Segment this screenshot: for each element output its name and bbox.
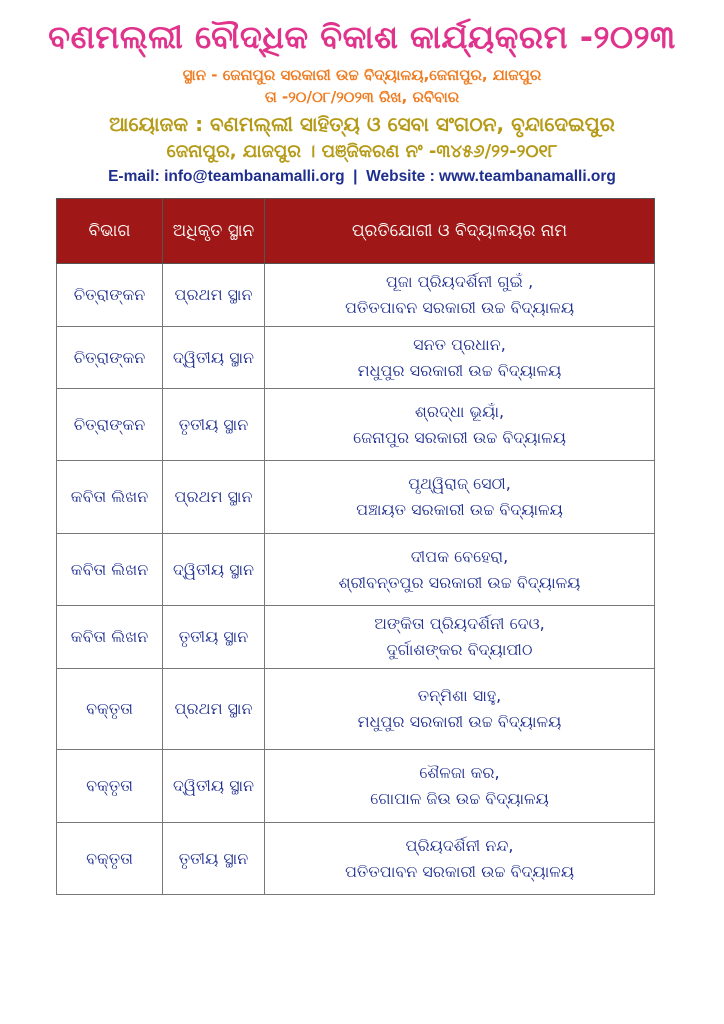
school-name: ମଧୁପୁର ସରକାରୀ ଉଚ୍ଚ ବିଦ୍ୟାଳୟ	[357, 360, 562, 380]
venue-line: ସ୍ଥାନ - ଜେନାପୁର ସରକାରୀ ଉଚ୍ଚ ବିଦ୍ୟାଳୟ,ଜେନାପୁର, ଯାଜପୁର	[182, 66, 542, 84]
school-name: ପତିତପାବନ ସରକାରୀ ଉଚ୍ଚ ବିଦ୍ୟାଳୟ	[344, 861, 575, 881]
school-name: ଦୁର୍ଗାଶଙ୍କର ବିଦ୍ୟାପୀଠ	[386, 640, 533, 659]
category-cell: କବିତା ଲିଖନ	[57, 534, 163, 606]
table-row	[57, 264, 655, 327]
table-row	[57, 750, 655, 823]
table-header-row	[57, 199, 655, 264]
participant-name: ଦୀପକ ବେହେରା,	[410, 546, 509, 566]
email-text: E-mail: info@teambanamalli.org	[108, 168, 345, 185]
school-name: ପତିତପାବନ ସରକାରୀ ଉଚ୍ଚ ବିଦ୍ୟାଳୟ	[344, 298, 575, 317]
school-name: ମଧୁପୁର ସରକାରୀ ଉଚ୍ଚ ବିଦ୍ୟାଳୟ	[357, 712, 562, 731]
results-table	[56, 198, 655, 895]
school-name: ଶ୍ରୀବନ୍ତପୁର ସରକାରୀ ଉଚ୍ଚ ବିଦ୍ୟାଳୟ	[338, 572, 581, 592]
position-cell: ତୃତୀୟ ସ୍ଥାନ	[163, 606, 265, 669]
participant-cell	[265, 606, 655, 669]
participant-name: ସନତ ପ୍ରଧାନ,	[413, 334, 506, 354]
page-title: ବଣମଲ୍ଲୀ ବୌଦ୍ଧିକ ବିକାଶ କାର୍ଯ୍ୟକ୍ରମ -୨୦୨୩	[48, 18, 676, 56]
participant-cell	[265, 264, 655, 327]
column-header-position: ଅଧିକୃତ ସ୍ଥାନ	[163, 199, 265, 264]
position-cell: ତୃତୀୟ ସ୍ଥାନ	[163, 823, 265, 895]
participant-cell	[265, 823, 655, 895]
participant-name: ତନ୍ମିଶା ସାହୁ,	[417, 686, 502, 705]
position-cell: ପ୍ରଥମ ସ୍ଥାନ	[163, 461, 265, 534]
contact-line	[0, 168, 724, 186]
category-cell: ଚିତ୍ରାଙ୍କନ	[57, 389, 163, 461]
participant-name: ଅଙ୍କିତା ପ୍ରିୟଦର୍ଶିନୀ ଦେଓ,	[374, 614, 545, 633]
category-cell: କବିତା ଲିଖନ	[57, 606, 163, 669]
table-row	[57, 389, 655, 461]
address-registration-line: ଜେନାପୁର, ଯାଜପୁର । ପଞ୍ଜିକରଣ ନଂ -୩୪୫୬/୨୨-୨୦୧୮	[166, 141, 558, 162]
participant-name: ଶ୍ରଦ୍ଧା ଭୂୟାଁ,	[414, 401, 505, 421]
category-cell: ଚିତ୍ରାଙ୍କନ	[57, 264, 163, 327]
participant-name: ଶୈଳଜା କର,	[419, 763, 500, 782]
school-name: ଗୋପାଳ ଜିଉ ଉଚ୍ଚ ବିଦ୍ୟାଳୟ	[370, 789, 549, 808]
school-name: ପଞ୍ଚାୟତ ସରକାରୀ ଉଚ୍ଚ ବିଦ୍ୟାଳୟ	[356, 500, 563, 519]
table-row	[57, 327, 655, 389]
table-row	[57, 606, 655, 669]
table-row	[57, 669, 655, 750]
position-cell: ଦ୍ୱିତୀୟ ସ୍ଥାନ	[163, 534, 265, 606]
position-cell: ପ୍ରଥମ ସ୍ଥାନ	[163, 264, 265, 327]
participant-name: ପ୍ରିୟଦର୍ଶିନୀ ନନ୍ଦ,	[405, 835, 514, 855]
position-cell: ଦ୍ୱିତୀୟ ସ୍ଥାନ	[163, 750, 265, 823]
position-cell: ପ୍ରଥମ ସ୍ଥାନ	[163, 669, 265, 750]
position-cell: ତୃତୀୟ ସ୍ଥାନ	[163, 389, 265, 461]
participant-cell	[265, 389, 655, 461]
category-cell: କବିତା ଲିଖନ	[57, 461, 163, 534]
column-header-participant: ପ୍ରତିଯୋଗୀ ଓ ବିଦ୍ୟାଳୟର ନାମ	[265, 199, 655, 264]
participant-cell	[265, 669, 655, 750]
participant-cell	[265, 461, 655, 534]
category-cell: ବକ୍ତୃତା	[57, 823, 163, 895]
contact-separator: |	[344, 168, 367, 185]
category-cell: ବକ୍ତୃତା	[57, 750, 163, 823]
position-cell: ଦ୍ୱିତୀୟ ସ୍ଥାନ	[163, 327, 265, 389]
website-text: Website : www.teambanamalli.org	[366, 168, 616, 185]
category-cell: ଚିତ୍ରାଙ୍କନ	[57, 327, 163, 389]
participant-cell	[265, 327, 655, 389]
column-header-category: ବିଭାଗ	[57, 199, 163, 264]
organiser-line: ଆୟୋଜକ : ବଣମଲ୍ଲୀ ସାହିତ୍ୟ ଓ ସେବା ସଂଗଠନ, ବୃନ୍ଦାଦେଇପୁର	[109, 112, 615, 136]
table-row	[57, 461, 655, 534]
table-row	[57, 823, 655, 895]
category-cell: ବକ୍ତୃତା	[57, 669, 163, 750]
participant-cell	[265, 750, 655, 823]
participant-cell	[265, 534, 655, 606]
participant-name: ପୃଥ୍ୱିରାଜ୍ ସେଠୀ,	[408, 474, 511, 493]
participant-name: ପୂଜା ପ୍ରିୟଦର୍ଶିନୀ ଗୁଇଁ ,	[385, 272, 534, 291]
date-line: ତା -୨୦/୦୮/୨୦୨୩ ରିଖ, ରବିବାର	[264, 88, 460, 106]
table-row	[57, 534, 655, 606]
school-name: ଜେନାପୁର ସରକାରୀ ଉଚ୍ଚ ବିଦ୍ୟାଳୟ	[353, 427, 566, 447]
